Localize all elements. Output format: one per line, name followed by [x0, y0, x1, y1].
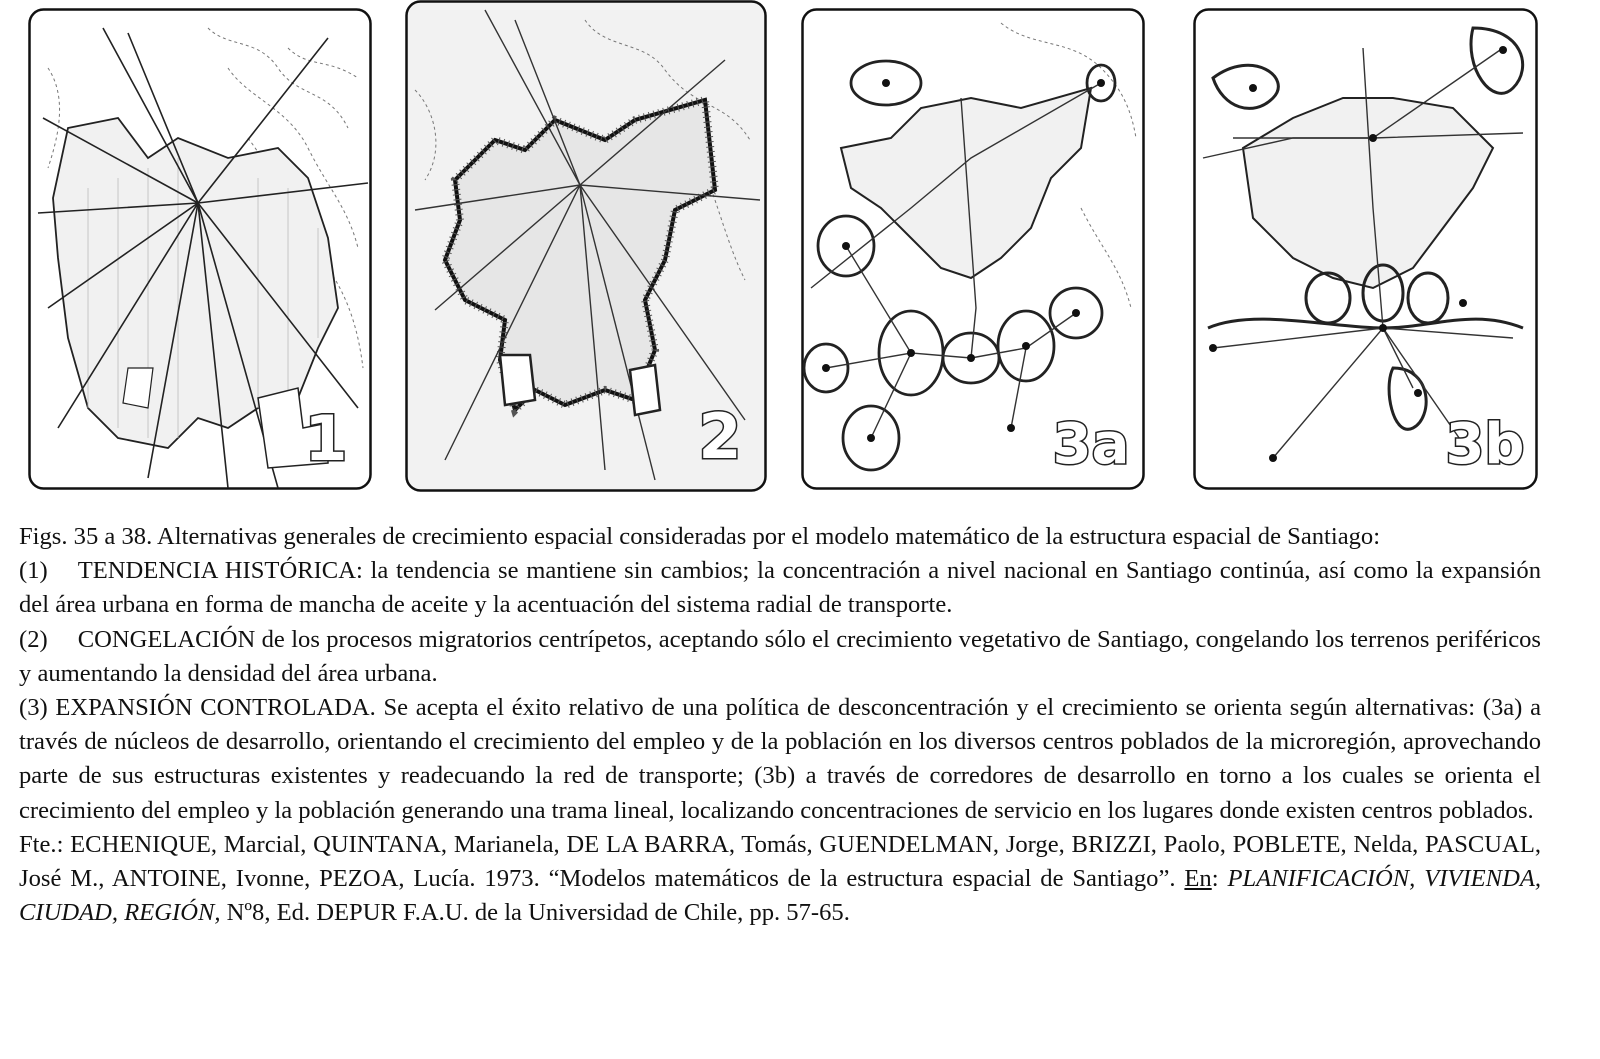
item-2-number: (2) [19, 625, 48, 653]
map-freeze [405, 0, 767, 492]
panel-1 [28, 8, 372, 490]
map-historical-trend [28, 8, 372, 490]
source-authors: Fte.: ECHENIQUE, Marcial, QUINTANA, Marianela, DE LA BARRA, Tomás, GUENDELMAN, Jorge, BRIZZI, Paolo, POBLETE, Nelda, PASCUAL, José M., ANTOINE, Ivonne, PEZOA, Lucía. 1973. “Modelos matemáticos de la estructura espacial de Santiago”. [19, 830, 1541, 893]
caption-item-1 [19, 554, 1541, 622]
figure-number-2: 2 [698, 400, 742, 473]
panel-3b [1193, 8, 1538, 490]
map-development-corridors [1193, 8, 1538, 490]
item-1-number: (1) [19, 557, 48, 585]
source-colon: : [1211, 865, 1219, 893]
caption-heading: Figs. 35 a 38. Alternativas generales de crecimiento espacial consideradas por el modelo matemático de la estructura espacial de Santiago: [19, 523, 1381, 550]
map-development-nuclei [801, 8, 1145, 490]
caption-item-2 [19, 623, 1541, 691]
caption-source [19, 828, 1541, 931]
source-tail: Nº8, Ed. DEPUR F.A.U. de la Universidad de Chile, pp. 57-65. [226, 899, 850, 927]
item-2-text: CONGELACIÓN de los procesos migratorios centrípetos, aceptando sólo el crecimiento vegetativo de Santiago, congelando los terrenos periféricos y aumentando la densidad del área urbana. [19, 625, 1541, 687]
figure-number-3b: 3b [1445, 412, 1525, 477]
figure-caption [19, 520, 1541, 930]
panel-2 [405, 0, 767, 492]
item-1-text: TENDENCIA HISTÓRICA: la tendencia se mantiene sin cambios; la concentración a nivel nacional en Santiago continúa, así como la expansión del área urbana en forma de mancha de aceite y la acentuación del sistema radial de transporte. [19, 557, 1541, 619]
panel-3a [801, 8, 1145, 490]
source-journal: PLANIFICACIÓN, VIVIENDA, CIUDAD, REGIÓN, [19, 865, 1541, 927]
caption-item-3: (3) EXPANSIÓN CONTROLADA. Se acepta el éxito relativo de una política de desconcentración y el crecimiento se orienta según alternativas: (3a) a través de núcleos de desarrollo, orientando el crecimiento del empleo y de la población en los diversos centros poblados de la microregión, aprovechando parte de sus estructuras existentes y readecuando la red de transporte; (3b) a través de corredores de desarrollo en torno a los cuales se orienta el crecimiento del empleo y la población generando una trama lineal, localizando concentraciones de servicio en los lugares donde existen centros poblados. [19, 694, 1541, 824]
figure-panels [0, 0, 1600, 510]
figure-number-3a: 3a [1052, 412, 1130, 477]
source-en: En [1184, 865, 1212, 893]
figure-number-1: 1 [304, 402, 348, 475]
